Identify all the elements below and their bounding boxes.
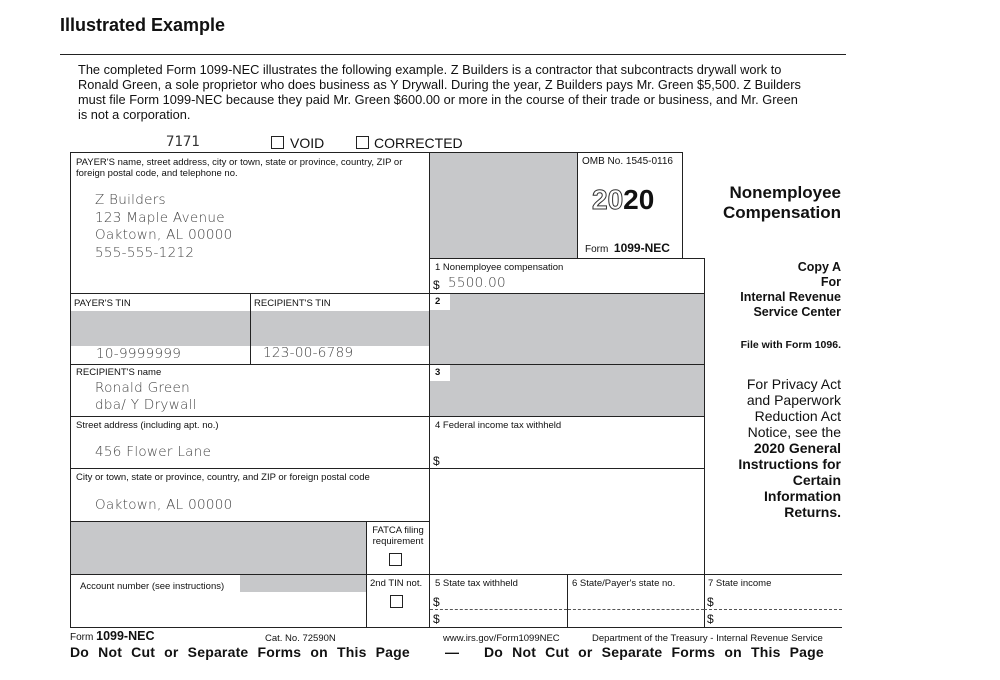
form-code: 7171	[166, 134, 200, 150]
form-title	[700, 183, 841, 223]
city-label: City or town, state or province, country, and ZIP or foreign postal code	[76, 472, 370, 483]
footer-dash: —	[445, 644, 460, 660]
form-title-line: Nonemployee	[729, 183, 841, 202]
privacy-line: Notice, see the	[747, 424, 841, 440]
do-not-cut-right: Do Not Cut or Separate Forms on This Page	[484, 644, 824, 660]
box2	[429, 293, 705, 365]
recipient-dba: dba/ Y Drywall	[95, 397, 197, 413]
irs-line: Internal Revenue	[740, 290, 841, 304]
box6-state-payer-number[interactable]	[567, 574, 705, 628]
form-title-line: Compensation	[722, 203, 841, 222]
corrected-label: CORRECTED	[374, 135, 463, 151]
box1-nonemployee-compensation[interactable]	[429, 258, 705, 294]
intro-line: Ronald Green, a sole proprietor who does business as Y Drywall. During the year, Z Builders pays Mr. Green $5,500. Z Builders	[78, 77, 801, 92]
recipient-name-label: RECIPIENT'S name	[76, 367, 162, 378]
second-tin-label: 2nd TIN not.	[370, 578, 423, 589]
instructions-line: Certain	[792, 472, 841, 488]
box2-label: 2	[435, 296, 441, 307]
intro-line: must file Form 1099-NEC because they paid Mr. Green $600.00 or more in the course of their trade or business, and Mr. Green	[78, 92, 798, 107]
payer-city: Oaktown, AL 00000	[95, 227, 233, 243]
currency-sign: $	[433, 278, 440, 292]
street-address-box[interactable]	[70, 416, 430, 469]
payer-tin-shade	[71, 311, 250, 346]
form-id	[585, 241, 670, 255]
recipient-tin-label: RECIPIENT'S TIN	[254, 298, 331, 309]
recipient-tin-value: 123-00-6789	[263, 345, 354, 361]
box1-value: 5500.00	[448, 275, 506, 291]
box4-federal-tax-withheld[interactable]	[429, 416, 705, 469]
payer-tin-box[interactable]	[70, 293, 251, 365]
privacy-line: Reduction Act	[754, 408, 841, 424]
box6-divider	[568, 609, 704, 610]
footer-form-name: 1099-NEC	[96, 629, 155, 643]
account-label: Account number (see instructions)	[80, 581, 225, 592]
box4-label: 4 Federal income tax withheld	[435, 420, 562, 431]
copy-a-label: Copy A	[797, 260, 841, 274]
currency-sign: $	[433, 612, 440, 626]
fatca-label: FATCA filing requirement	[372, 525, 424, 547]
box3-number-cell	[430, 365, 450, 381]
box7-label: 7 State income	[708, 578, 772, 589]
account-shade	[240, 575, 366, 592]
box1-label: 1 Nonemployee compensation	[435, 262, 564, 273]
payer-phone: 555-555-1212	[95, 245, 195, 261]
box5-divider	[430, 609, 567, 610]
footer-form-id	[70, 629, 155, 643]
recipient-tin-box[interactable]	[250, 293, 430, 365]
box3-label: 3	[435, 367, 441, 378]
privacy-line: and Paperwork	[746, 392, 841, 408]
privacy-line: For Privacy Act	[746, 376, 841, 392]
payer-name: Z Builders	[95, 192, 166, 208]
void-label: VOID	[290, 135, 325, 151]
omb-number: OMB No. 1545-0116	[582, 156, 673, 167]
box5-state-tax-withheld[interactable]	[429, 574, 568, 628]
copy-column-border	[704, 258, 705, 575]
shaded-area	[429, 152, 578, 259]
street-value: 456 Flower Lane	[95, 444, 212, 460]
tax-year	[592, 185, 654, 215]
privacy-notice	[706, 376, 841, 520]
currency-sign: $	[433, 595, 440, 609]
payer-street: 123 Maple Avenue	[95, 210, 225, 226]
payer-label: PAYER'S name, street address, city or town, state or province, country, ZIP or foreign postal code, and telephone no.	[76, 157, 403, 179]
tax-year-bold: 20	[623, 184, 655, 215]
box2-number-cell	[430, 294, 450, 310]
payer-tin-value: 10-9999999	[96, 346, 182, 362]
box6-label: 6 State/Payer's state no.	[572, 578, 676, 589]
second-tin-checkbox[interactable]	[390, 595, 403, 608]
payer-tin-label: PAYER'S TIN	[74, 298, 131, 309]
account-number-box[interactable]	[70, 574, 367, 628]
currency-sign: $	[707, 595, 714, 609]
intro-line: is not a corporation.	[78, 107, 191, 122]
fatca-box	[366, 521, 430, 575]
box5-label: 5 State tax withheld	[435, 578, 518, 589]
omb-box	[577, 152, 683, 259]
corrected-checkbox[interactable]	[356, 136, 369, 149]
copy-a-block	[706, 260, 841, 320]
irs-url[interactable]: www.irs.gov/Form1099NEC	[443, 633, 560, 644]
instructions-line: Returns.	[784, 504, 841, 520]
title-rule	[60, 54, 846, 55]
catalog-number: Cat. No. 72590N	[265, 633, 336, 644]
intro-paragraph	[78, 62, 858, 122]
copy-for-label: For	[820, 275, 841, 289]
city-box[interactable]	[70, 468, 430, 522]
instructions-line: Instructions for	[738, 456, 841, 472]
currency-sign: $	[707, 612, 714, 626]
tax-year-outline: 20	[592, 184, 624, 215]
do-not-cut-left: Do Not Cut or Separate Forms on This Page	[70, 644, 410, 660]
department-line: Department of the Treasury - Internal Revenue Service	[592, 633, 823, 644]
box7-state-income[interactable]	[704, 574, 842, 628]
form-name: 1099-NEC	[613, 241, 670, 255]
form-word: Form	[585, 244, 609, 255]
void-checkbox[interactable]	[271, 136, 284, 149]
box3	[429, 364, 705, 417]
intro-line: The completed Form 1099-NEC illustrates the following example. Z Builders is a contractor that subcontracts drywall work to	[78, 62, 782, 77]
irs-line: Service Center	[753, 305, 841, 319]
file-with: File with Form 1096.	[740, 339, 841, 351]
footer-form-word: Form	[70, 632, 94, 643]
second-tin-box	[366, 574, 430, 628]
blank-box	[429, 468, 705, 575]
instructions-line: Information	[764, 488, 841, 504]
box7-divider	[704, 609, 842, 610]
instructions-line: 2020 General	[753, 440, 841, 456]
currency-sign: $	[433, 454, 440, 468]
recipient-tin-shade	[251, 311, 429, 346]
lower-shaded-area	[70, 521, 367, 575]
recipient-name-box[interactable]	[70, 364, 430, 417]
fatca-checkbox[interactable]	[389, 553, 402, 566]
page-title: Illustrated Example	[60, 15, 226, 35]
recipient-name: Ronald Green	[95, 380, 190, 396]
street-label: Street address (including apt. no.)	[76, 420, 219, 431]
city-value: Oaktown, AL 00000	[95, 497, 233, 513]
